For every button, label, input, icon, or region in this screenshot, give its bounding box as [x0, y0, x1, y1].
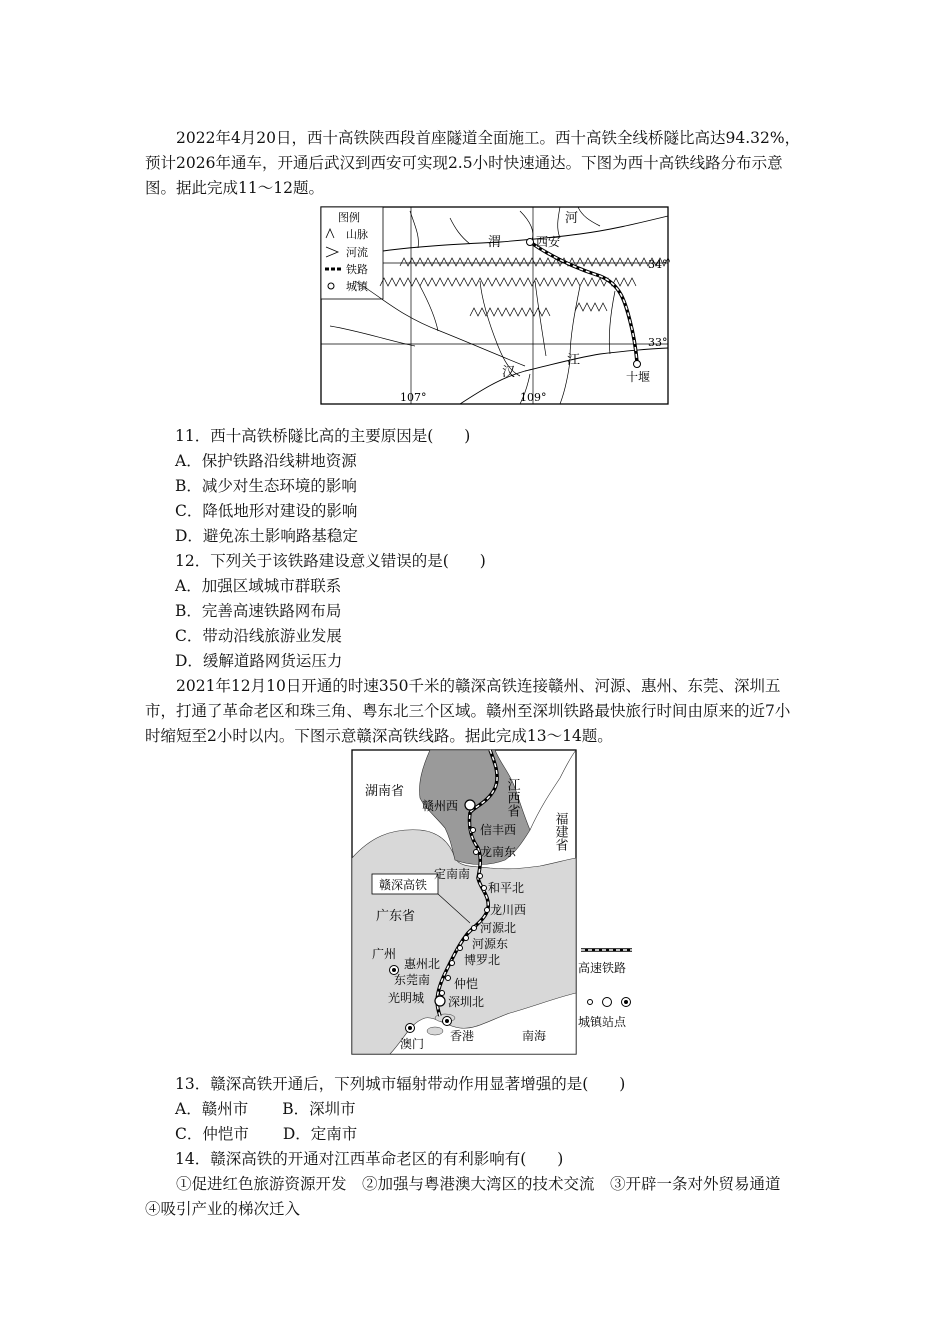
legend-station: 城镇站点 [578, 1015, 627, 1029]
legend-mountain: 山脉 [346, 228, 368, 241]
q11-option-c: C．降低地形对建设的影响 [175, 502, 358, 520]
station-hepingbei: 和平北 [488, 881, 525, 895]
city-hongkong: 香港 [450, 1029, 475, 1043]
label-he: 河 [565, 211, 579, 226]
label-lon109: 109° [520, 391, 547, 404]
legend-town: 城镇 [346, 280, 368, 293]
station-dongguannan: 东莞南 [394, 973, 431, 987]
q13-options-row-2 [175, 1122, 357, 1147]
station-heyuandong: 河源东 [472, 937, 509, 951]
q14-body: ①促进红色旅游资源开发 ②加强与粤港澳大湾区的技术交流 ③开辟一条对外贸易通道 ④吸引产业的梯次迁入 [145, 1175, 797, 1218]
station-zhongkai: 仲恺 [454, 977, 479, 991]
station-boluobei: 博罗北 [464, 953, 501, 967]
station-ganzhouxi: 赣州西 [422, 799, 459, 813]
q13-stem: 13．赣深高铁开通后，下列城市辐射带动作用显著增强的是( ) [175, 1075, 626, 1093]
label-hunan: 湖南省 [365, 784, 405, 799]
legend-hsr: 高速铁路 [578, 961, 627, 975]
station-dingnannan: 定南南 [434, 867, 471, 881]
q12-option-a: A．加强区域城市群联系 [175, 577, 342, 595]
label-xian: 西安 [536, 235, 561, 249]
station-huizhoubei: 惠州北 [404, 957, 441, 971]
q11-option-d: D．避免冻土影响路基稳定 [175, 527, 358, 545]
passage-1: 2022年4月20日，西十高铁陕西段首座隧道全面施工。西十高铁全线桥隧比高达94.32%，预计2026年通车，开通后武汉到西安可实现2.5小时快速通达。下图为西十高铁线路分布示意图。据此完成11～12题。 [145, 129, 801, 197]
legend-title: 图例 [338, 211, 360, 224]
label-han: 汉 [502, 365, 516, 380]
q12-stem: 12．下列关于该铁路建设意义错误的是( ) [175, 552, 486, 570]
city-macau: 澳门 [400, 1037, 425, 1051]
label-railway-name: 赣深高铁 [379, 878, 428, 892]
legend-river: 河流 [346, 246, 368, 259]
q11-option-a: A．保护铁路沿线耕地资源 [175, 452, 357, 470]
q13-options-row-1 [175, 1097, 356, 1122]
station-xinfengxi: 信丰西 [480, 823, 517, 837]
station-longnandong: 龙南东 [480, 845, 517, 859]
label-guangdong: 广东省 [376, 909, 416, 924]
label-shiyan: 十堰 [626, 370, 651, 384]
station-shenzhenbei: 深圳北 [448, 995, 485, 1009]
q13-option-c: C．仲恺市 [175, 1125, 249, 1143]
label-lat33: 33° [648, 336, 668, 349]
city-guangzhou: 广州 [372, 947, 397, 961]
q11-stem: 11．西十高铁桥隧比高的主要原因是( ) [175, 427, 471, 445]
q13-option-b: B．深圳市 [282, 1100, 356, 1118]
map-xishi-railway [320, 206, 670, 406]
station-heyuanbei: 河源北 [480, 921, 517, 935]
label-jiang: 江 [567, 353, 581, 368]
q11-option-b: B．减少对生态环境的影响 [175, 477, 357, 495]
label-lon107: 107° [400, 391, 427, 404]
q13-option-d: D．定南市 [282, 1125, 358, 1143]
shiyan-town [634, 361, 641, 368]
q14-stem: 14．赣深高铁的开通对江西革命老区的有利影响有( ) [175, 1150, 564, 1168]
q12-option-c: C．带动沿线旅游业发展 [175, 627, 342, 645]
station-longchuanxi: 龙川西 [490, 903, 527, 917]
label-wei: 渭 [488, 235, 502, 250]
town-icon [328, 283, 334, 289]
passage-2: 2021年12月10日开通的时速350千米的赣深高铁连接赣州、河源、惠州、东莞、深圳五市，打通了革命老区和珠三角、粤东北三个区域。赣州至深圳铁路最快旅行时间由原来的近7小时缩短至2小时以内。下图示意赣深高铁线路。据此完成13～14题。 [145, 677, 791, 745]
label-fujian: 福建省 [552, 812, 568, 851]
q12-option-d: D．缓解道路网货运压力 [175, 652, 343, 670]
station-guangmingcheng: 光明城 [388, 991, 425, 1005]
map-ganshen-railway [350, 748, 650, 1058]
q13-option-a: A．赣州市 [175, 1100, 249, 1118]
label-south-china-sea: 南海 [522, 1029, 547, 1043]
legend-railway: 铁路 [346, 263, 368, 276]
label-jiangxi: 江西省 [504, 778, 520, 817]
label-lat34: 34° [648, 258, 668, 271]
q12-option-b: B．完善高速铁路网布局 [175, 602, 342, 620]
xian-town [527, 239, 534, 246]
